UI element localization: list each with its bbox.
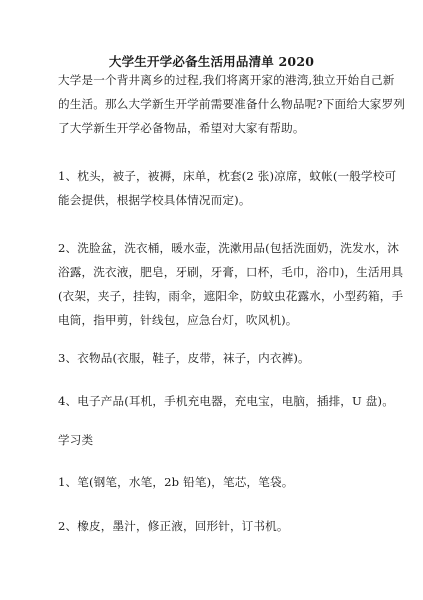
item-2-line-1: 2、洗脸盆，洗衣桶，暖水壶，洗漱用品(包括洗面奶，洗发水，沐 [58, 241, 400, 255]
item-3-line-1: 3、衣物品(衣服，鞋子，皮带，袜子，内衣裤)。 [58, 351, 310, 365]
item-2-line-4: 电筒，指甲剪，针线包，应急台灯，吹风机)。 [58, 313, 298, 327]
item-1-line-1: 1、枕头，被子，被褥，床单，枕套(2 张)凉席，蚊帐(一般学校可 [58, 169, 397, 183]
section-heading-study: 学习类 [58, 433, 94, 447]
intro-line-1: 大学是一个背井离乡的过程,我们将离开家的港湾,独立开始自己新 [58, 73, 395, 87]
study-item-2: 2、橡皮，墨汁，修正液，回形针，订书机。 [58, 519, 289, 533]
intro-line-2: 的生活。那么大学新生开学前需要准备什么物品呢?下面给大家罗列 [58, 97, 405, 111]
item-1-line-2: 能会提供，根据学校具体情况而定)。 [58, 193, 251, 207]
item-4-line-1: 4、电子产品(耳机，手机充电器，充电宝，电脑，插排，U 盘)。 [58, 394, 394, 408]
item-2-line-2: 浴露，洗衣液，肥皂，牙刷，牙膏，口杯，毛巾，浴巾)，生活用具 [58, 265, 404, 279]
item-2-line-3: (衣架，夹子，挂钩，雨伞，遮阳伞，防蚊虫花露水，小型药箱，手 [58, 289, 404, 303]
document-title: 大学生开学必备生活用品清单 2020 [108, 54, 315, 69]
study-item-1: 1、笔(钢笔，水笔，2b 铅笔)，笔芯，笔袋。 [58, 475, 294, 489]
intro-line-3: 了大学新生开学必备物品，希望对大家有帮助。 [58, 121, 305, 135]
